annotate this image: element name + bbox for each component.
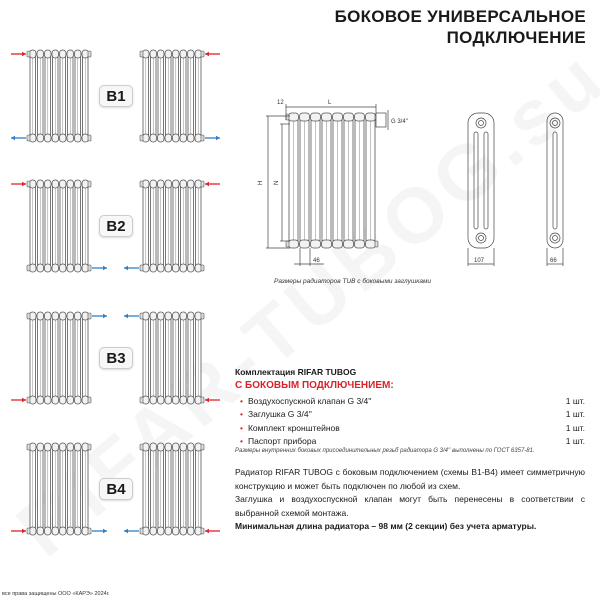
kit-item-qty: 1 шт.: [565, 422, 585, 433]
bullet-icon: •: [240, 422, 243, 433]
description-p2: Заглушка и воздухоспускной клапан могут быть перенесены в соответствии с выбранной схемой монтажа.: [235, 494, 585, 518]
radiator-right: [140, 312, 204, 404]
bullet-icon: •: [240, 436, 243, 447]
supply-arrow-icon: [11, 182, 26, 186]
kit-item: [235, 408, 585, 422]
radiator-right: [140, 443, 204, 535]
supply-arrow-icon: [11, 52, 26, 56]
kit-item: [235, 394, 585, 408]
return-arrow-icon: [205, 136, 220, 140]
side-view-wide: [468, 113, 494, 266]
return-arrow-icon: [92, 266, 107, 270]
copyright: все права защищены ООО «КАРЭ» 2024г.: [2, 591, 110, 597]
return-arrow-icon: [11, 136, 26, 140]
connection-schemes: [0, 0, 240, 560]
radiator-right: [140, 50, 204, 142]
dim-66: 66: [550, 258, 557, 264]
dimension-drawing: [250, 90, 600, 280]
kit-item: [235, 435, 585, 449]
page-title: [335, 6, 586, 48]
schemes-drawing: [0, 0, 240, 560]
thread-note: Размеры внутренних боковых присоединительных резьб радиатора G 3/4'' выполнены по ГОСТ 6357-81.: [235, 448, 535, 454]
dim-L: L: [328, 100, 332, 106]
kit-item: [235, 421, 585, 435]
dim-H: H: [258, 180, 264, 185]
supply-arrow-icon: [205, 398, 220, 402]
scheme-label: B1: [99, 85, 133, 107]
kit-item-name: Заглушка G 3/4'': [247, 409, 312, 420]
supply-arrow-icon: [205, 182, 220, 186]
return-arrow-icon: [92, 529, 107, 533]
kit-heading: Комплектация RIFAR TUBOG: [235, 367, 357, 377]
scheme-label: B3: [99, 347, 133, 369]
kit-item-qty: 1 шт.: [565, 395, 585, 406]
return-arrow-icon: [124, 266, 139, 270]
supply-arrow-icon: [11, 529, 26, 533]
kit-subheading: С БОКОВЫМ ПОДКЛЮЧЕНИЕМ:: [235, 380, 394, 391]
kit-section: [235, 367, 585, 448]
supply-arrow-icon: [11, 398, 26, 402]
radiator-left: [27, 443, 91, 535]
kit-item-qty: 1 шт.: [565, 409, 585, 420]
scheme-label: B4: [99, 478, 133, 500]
return-arrow-icon: [124, 314, 139, 318]
radiator-right: [140, 180, 204, 272]
description: [235, 466, 585, 534]
kit-item-qty: 1 шт.: [565, 436, 585, 447]
supply-arrow-icon: [205, 529, 220, 533]
dim-thread: G 3/4'': [391, 119, 408, 125]
return-arrow-icon: [124, 529, 139, 533]
kit-item-name: Комплект кронштейнов: [247, 422, 340, 433]
description-p3: Минимальная длина радиатора – 98 мм (2 секции) без учета арматуры.: [235, 521, 537, 531]
radiator-left: [27, 50, 91, 142]
bullet-icon: •: [240, 395, 243, 406]
supply-arrow-icon: [205, 52, 220, 56]
radiator-left: [27, 180, 91, 272]
scheme-label: B2: [99, 215, 133, 237]
description-p1: Радиатор RIFAR TUBOG с боковым подключением (схемы В1-В4) имеет симметричную конструкцию и может быть подключен по любой из схем.: [235, 467, 585, 491]
bullet-icon: •: [240, 409, 243, 420]
radiator-left: [27, 312, 91, 404]
dim-12: 12: [277, 100, 284, 106]
front-view: [286, 113, 378, 248]
drawing-caption: Размеры радиаторов TUB с боковыми заглушками: [274, 278, 432, 285]
dim-46: 46: [313, 258, 320, 264]
kit-item-name: Воздухоспускной клапан G 3/4'': [247, 395, 372, 406]
return-arrow-icon: [92, 314, 107, 318]
title-line-1: БОКОВОЕ УНИВЕРСАЛЬНОЕ: [334, 7, 586, 26]
dim-N: N: [274, 180, 280, 185]
title-line-2: ПОДКЛЮЧЕНИЕ: [446, 28, 586, 47]
side-view-narrow: [547, 113, 563, 266]
dim-107: 107: [474, 258, 485, 264]
kit-item-name: Паспорт прибора: [247, 436, 317, 447]
